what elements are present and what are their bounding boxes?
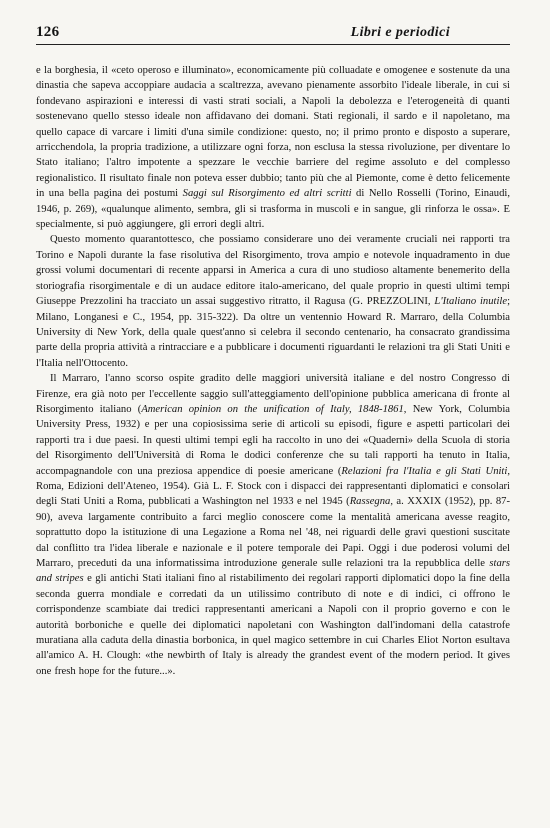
text-run: e la borghesia, il «ceto operoso e illuminato», economicamente più colluadate e omogenee e sostenute da una dinastia che sapeva accoppiare audacia a scaltrezza, avevano pienamente assorbito l'ideale liberale, in cui si fondevano aspirazioni e interessi di vasti strati sociali, a Napoli la debolezza e l'eterogeneità di quanti sostenevano quello stesso ideale non affidavano dei domani. Stati regionali, il sardo e il napoletano, ma quello capace di varcare i limiti d'una simile condizione: questo, no; il primo pronto e disposto a superare, arricchendola, la propria tradizione, a utilizzare ogni forza, non esclusa la stessa rivoluzione, per diventare lo Stato italiano; l'altro impotente a spezzare le vecchie barriere del regime assoluto e del complesso regionalistico. Il risultato finale non poteva esser dubbio; tanto più che al Piemonte, come è detto felicemente in una bella pagina dei postumi	[36, 65, 510, 200]
running-head: Libri e periodici	[350, 25, 450, 40]
text-run: , Roma, Edizioni dell'Ateneo, 1954). Già L. F. Stock con i dispacci dei rappresentanti diplomatici e consolari degli Stati Uniti a Roma, pubblicati a Washington nel 1933 e nel 1945 (	[36, 465, 510, 508]
page-header	[36, 24, 510, 45]
paragraph-1	[36, 63, 510, 232]
text-run: Il Marraro, l'anno scorso ospite gradito delle maggiori università italiane e del nostro Congresso di Firenze, era già noto per l'eccellente saggio sull'atteggiamento dell'opinione pubblica americana di fronte al Risorgimento italiano (	[36, 373, 510, 415]
text-run: e gli antichi Stati italiani fino al ristabilimento dei regolari rapporti diplomatici dopo la fine della seconda guerra mondiale e corredati da un utilissimo contributo di note e di indici, ci offrono le corrispondenze scambiate dai tredici rappresentanti americani a Napoli con il proprio governo e con le autorità borboniche e quelle dei diplomatici napoletani con Washington dall'indomani della catastrofe muratiana alla caduta della dinastia borbonica, in quel magico settembre in cui Charles Eliot Norton esultava all'amico A. H. Clough: «the newbirth of Italy is already the grandest event of the modern period. It gives one fresh hope for the future...».	[36, 573, 511, 677]
text-run: di Nello Rosselli (Torino, Einaudi, 1946, p. 269), «qualunque alimento, sembra, gli si trasforma in muscoli e in sangue, gli rinforza le ossa». E specialmente, si può aggiungere, gli errori degli altri.	[36, 188, 510, 231]
italic-title: L'Italiano inutile	[434, 296, 508, 308]
text-run: Questo momento quarantottesco, che possiamo considerare uno dei veramente cruciali nei rapporti tra Torino e Napoli durante la fase risolutiva del Risorgimento, trova ampio e notevole inquadramento in due grossi volumi documentari di recente apparsi in America a cura di uno studioso altamente benemerito della storiografia risorgimentale e di un audace editore italo-americano, del quale proprio in questi ultimi tempi Giuseppe Prezzolini ha tracciato un assai suggestivo ritratto, il Ragusa (G. PREZZOLINI,	[36, 234, 510, 308]
paragraph-2	[36, 232, 510, 371]
page-number: 126	[36, 24, 60, 40]
text-run: , New York, Columbia University Press, 1932) e per una copiosissima serie di articoli su episodi, figure e aspetti particolari dei rapporti tra i due paesi. In questi ultimi tempi egli ha raccolto in uno dei «Quaderni» della Scuola di storia del Risorgimento dell'Università di Roma le dodici conferenze che su tali rapporti ha tenuto in Italia, accompagnandole con una preziosa appendice di poesie americane (	[36, 403, 510, 477]
italic-title: Saggi sul Risorgimento ed altri scritti	[182, 188, 352, 200]
italic-title: American opinion on the unification of Italy, 1848-1861	[141, 403, 404, 415]
body-text	[36, 63, 510, 679]
italic-title: Relazioni fra l'Italia e gli Stati Uniti	[341, 465, 508, 477]
italic-title: Rassegna	[349, 496, 391, 508]
text-run: , a. XXXIX (1952), pp. 87-90), aveva largamente contribuito a farci meglio conoscere come la mentalità americana avesse reagito, soprattutto dopo la istituzione di una Legazione a Roma nel '48, nei riguardi delle gravi questioni suscitate dal conflitto tra l'idea liberale e nazionale e il potere temporale dei Papi. Oggi i due poderosi volumi del Marraro, preceduti da una informatissima introduzione generale sulle relazioni tra la repubblica delle	[36, 496, 510, 569]
paragraph-3	[36, 371, 510, 679]
italic-title: stars and stripes	[36, 558, 510, 585]
text-run: ; Milano, Longanesi e C., 1954, pp. 315-322). Da oltre un ventennio Howard R. Marraro, della Columbia University di New York, della quale quest'anno si celebra il secondo centenario, ha consacrato grandissima parte della propria attività a rintracciare e a pubblicare i documenti riguardanti le relazioni tra gli Stati Uniti e l'Italia nell'Ottocento.	[36, 296, 511, 369]
